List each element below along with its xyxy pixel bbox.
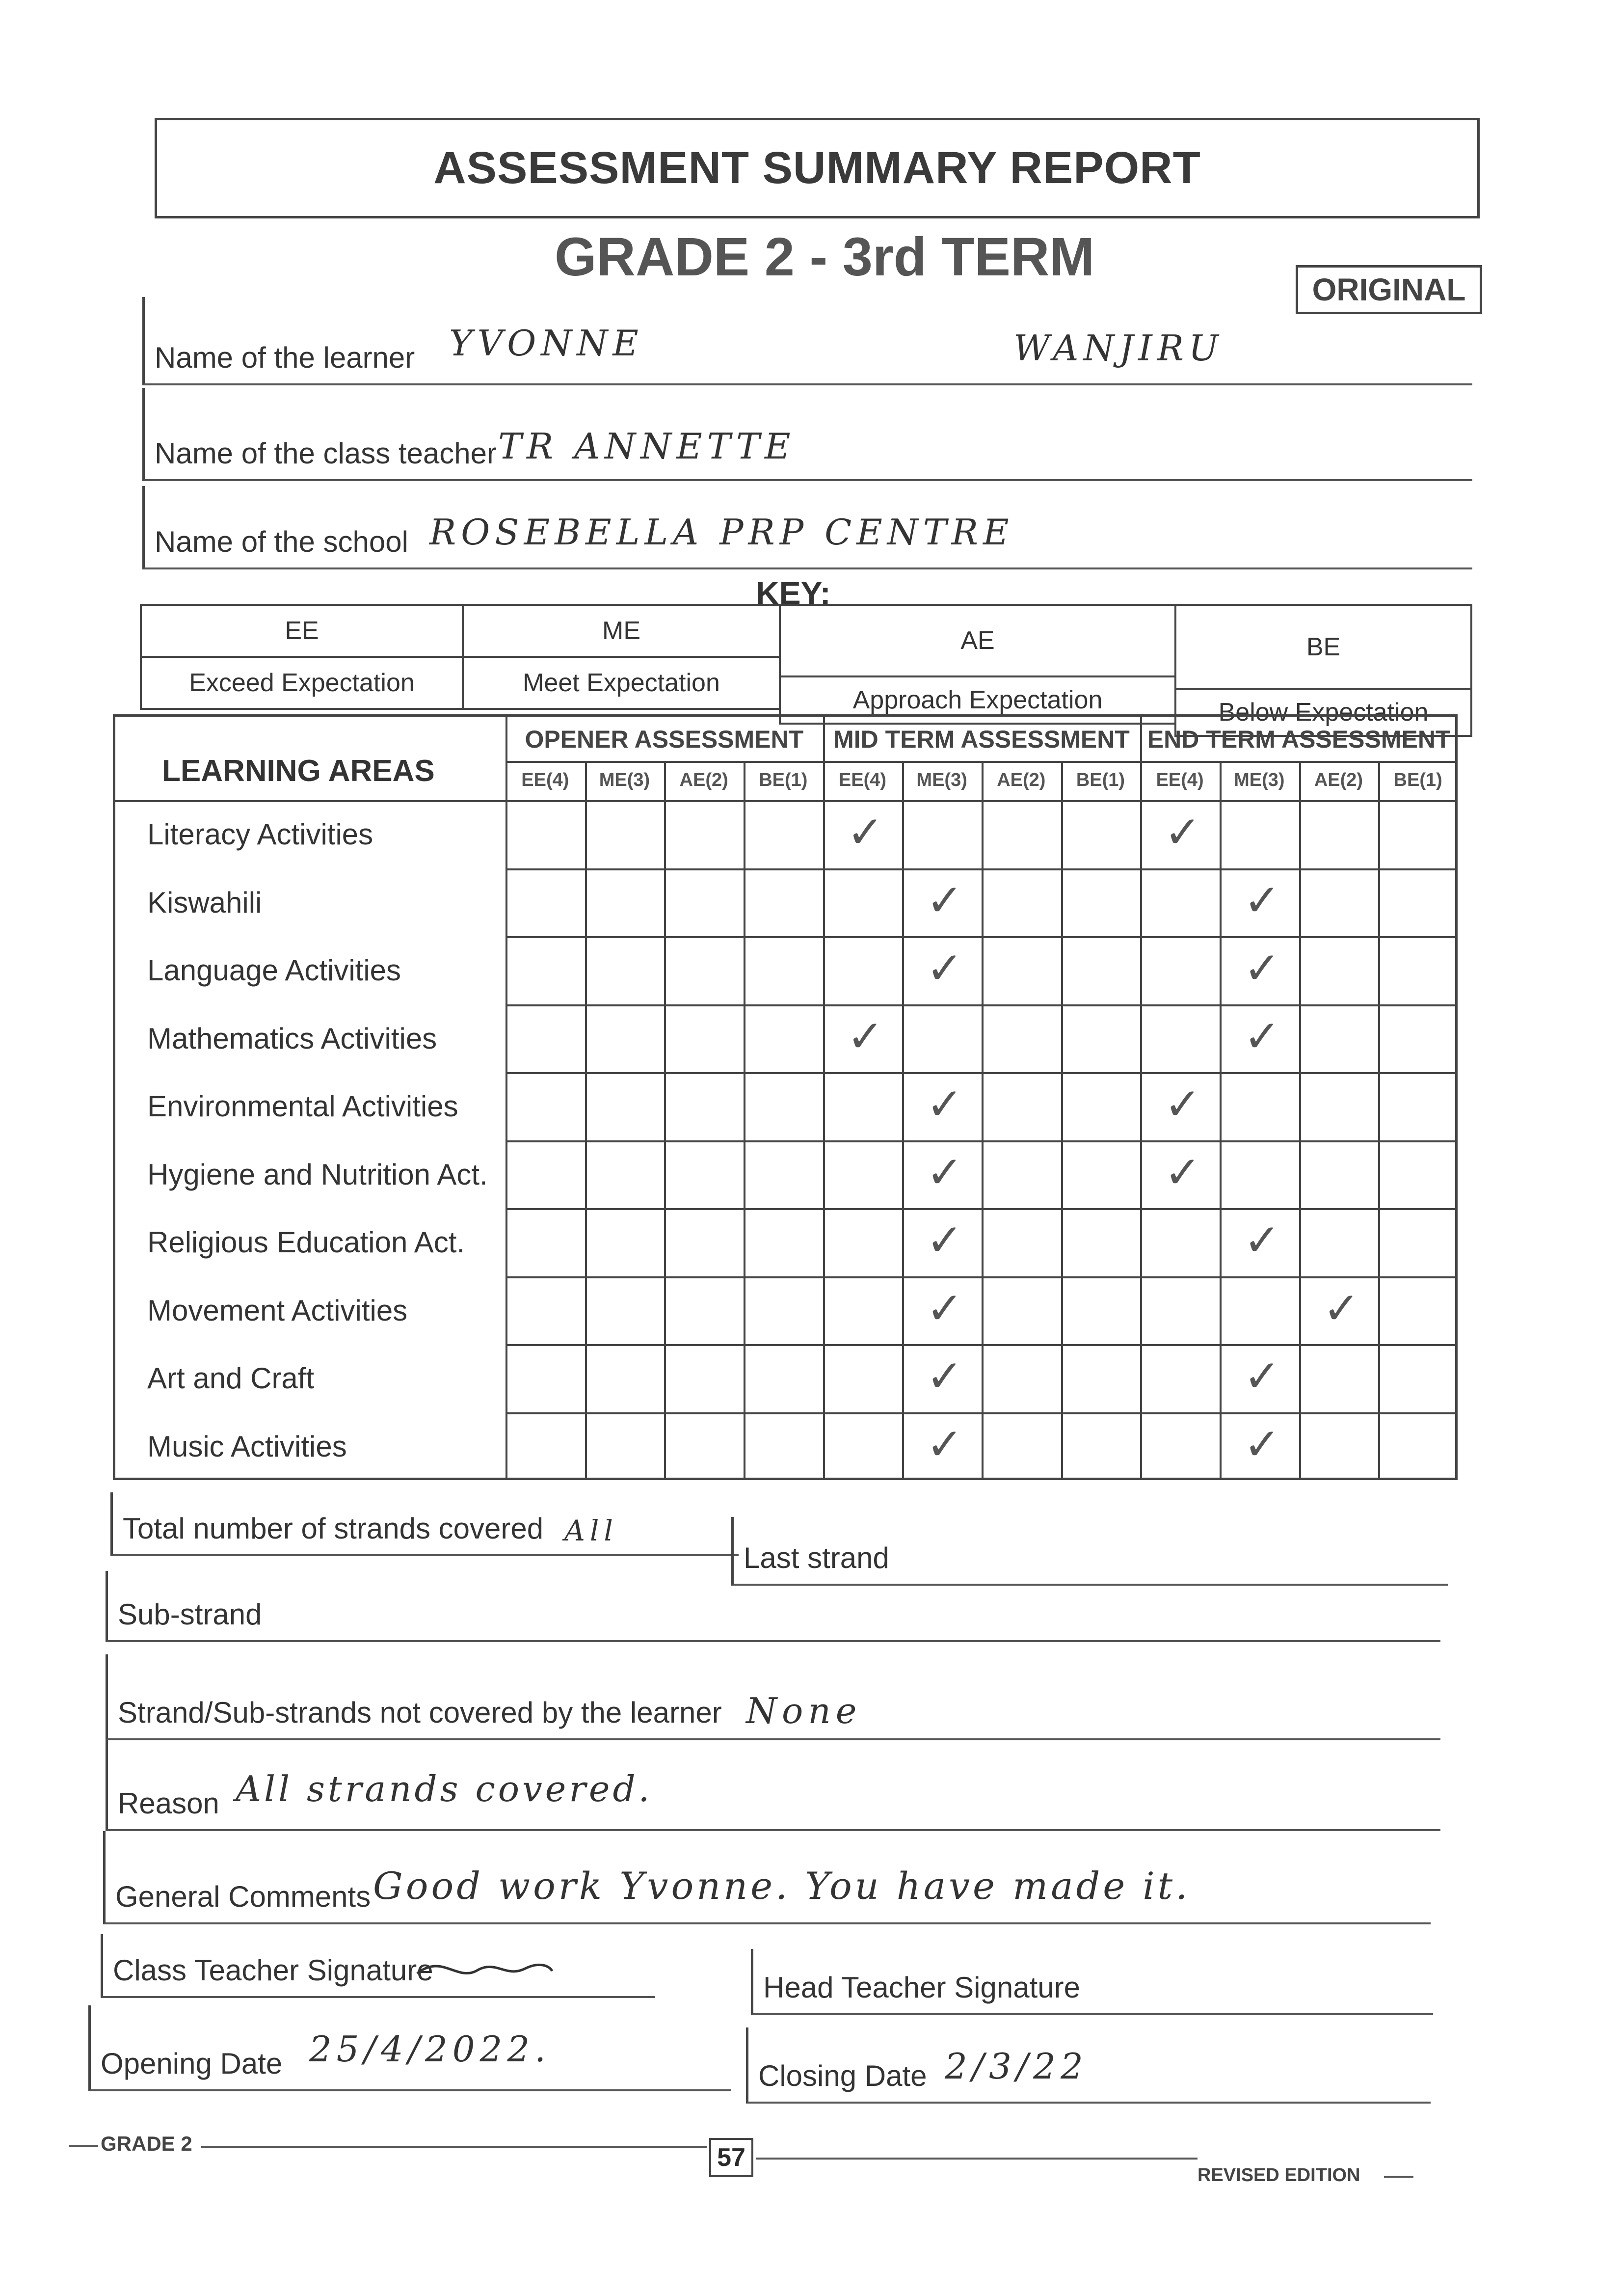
class-teacher-signature-mark xyxy=(412,1944,559,1988)
closing-date-label: Closing Date xyxy=(758,2059,927,2092)
assessment-tick: ✓ xyxy=(1243,1012,1281,1061)
row-divider xyxy=(506,1412,1458,1414)
page-number: 57 xyxy=(709,2138,753,2177)
assessment-tick: ✓ xyxy=(847,1012,884,1061)
key-ee-meaning: Exceed Expectation xyxy=(140,656,464,710)
learning-area-label: Art and Craft xyxy=(147,1362,315,1395)
school-name-label: Name of the school xyxy=(155,525,408,558)
level-header: BE(1) xyxy=(1076,770,1125,790)
reason-label: Reason xyxy=(118,1787,219,1820)
key-me-meaning: Meet Expectation xyxy=(462,656,781,710)
level-header: ME(3) xyxy=(916,770,967,790)
school-name-value: ROSEBELLA PRP CENTRE xyxy=(429,512,1014,553)
level-header: AE(2) xyxy=(679,770,728,790)
assessment-tick: ✓ xyxy=(1164,808,1201,858)
learning-area-label: Hygiene and Nutrition Act. xyxy=(147,1158,488,1191)
header-divider xyxy=(113,800,1458,802)
learning-area-label: Kiswahili xyxy=(147,886,262,919)
grade-term-title: GRADE 2 - 3rd TERM xyxy=(555,227,1095,287)
group-divider xyxy=(1140,714,1142,1480)
not-covered-field xyxy=(106,1654,1440,1740)
row-divider xyxy=(506,1276,1458,1278)
opening-date-label: Opening Date xyxy=(101,2047,283,2080)
learner-name-field xyxy=(142,297,1472,385)
strands-covered-field xyxy=(110,1492,739,1556)
learning-area-label: Environmental Activities xyxy=(147,1090,458,1123)
closing-date-value: 2/3/22 xyxy=(945,2046,1088,2087)
teacher-name-field xyxy=(142,388,1472,481)
report-title: ASSESSMENT SUMMARY REPORT xyxy=(155,118,1480,218)
level-header: EE(4) xyxy=(521,770,569,790)
assessment-tick: ✓ xyxy=(926,876,963,925)
level-header: AE(2) xyxy=(1314,770,1363,790)
learning-area-label: Mathematics Activities xyxy=(147,1022,437,1055)
key-title: KEY: xyxy=(756,575,831,611)
not-covered-label: Strand/Sub-strands not covered by the learner xyxy=(118,1696,722,1729)
class-teacher-signature-label: Class Teacher Signature xyxy=(113,1954,433,1987)
learning-area-label: Language Activities xyxy=(147,954,401,987)
substrand-field xyxy=(106,1571,1440,1642)
group-header: MID TERM ASSESSMENT xyxy=(833,726,1130,753)
row-divider xyxy=(506,1208,1458,1210)
assessment-tick: ✓ xyxy=(847,808,884,858)
assessment-tick: ✓ xyxy=(926,1284,963,1333)
substrand-label: Sub-strand xyxy=(118,1598,262,1631)
school-name-field xyxy=(142,486,1472,569)
key-ee-code: EE xyxy=(140,604,464,658)
assessment-tick: ✓ xyxy=(1243,1216,1281,1266)
key-be-meaning: Below Expectation xyxy=(1174,688,1472,737)
head-teacher-signature-label: Head Teacher Signature xyxy=(763,1971,1080,2004)
assessment-tick: ✓ xyxy=(1243,1420,1281,1469)
head-teacher-signature-field xyxy=(751,1949,1433,2015)
general-comments-field xyxy=(103,1831,1431,1924)
assessment-tick: ✓ xyxy=(926,1352,963,1402)
row-divider xyxy=(506,1140,1458,1142)
not-covered-value: None xyxy=(746,1690,862,1731)
footer-grade: GRADE 2 xyxy=(101,2132,192,2155)
reason-value: All strands covered. xyxy=(236,1768,653,1810)
assessment-tick: ✓ xyxy=(926,1420,963,1469)
row-divider xyxy=(506,1344,1458,1346)
row-divider xyxy=(506,868,1458,870)
assessment-tick: ✓ xyxy=(926,1216,963,1266)
level-header: BE(1) xyxy=(759,770,808,790)
general-comments-value: Good work Yvonne. You have made it. xyxy=(373,1864,1191,1908)
learning-areas-header: LEARNING AREAS xyxy=(162,754,435,788)
assessment-tick: ✓ xyxy=(1243,944,1281,994)
footer-rule-left xyxy=(201,2146,707,2148)
area-column-divider xyxy=(506,714,507,1480)
general-comments-label: General Comments xyxy=(115,1880,371,1913)
opening-date-field xyxy=(88,2005,731,2091)
assessment-tick: ✓ xyxy=(926,1080,963,1130)
group-divider xyxy=(823,714,825,1480)
teacher-name-label: Name of the class teacher xyxy=(155,437,497,470)
learning-area-label: Religious Education Act. xyxy=(147,1226,465,1259)
last-strand-label: Last strand xyxy=(744,1541,889,1574)
assessment-tick: ✓ xyxy=(926,944,963,994)
assessment-tick: ✓ xyxy=(1323,1284,1360,1333)
footer-rule-right-end xyxy=(1384,2176,1413,2178)
level-header: AE(2) xyxy=(997,770,1046,790)
learning-area-label: Music Activities xyxy=(147,1430,347,1463)
original-stamp: ORIGINAL xyxy=(1296,265,1482,314)
strands-covered-label: Total number of strands covered xyxy=(123,1512,544,1545)
reason-field xyxy=(106,1740,1440,1831)
strands-covered-value: All xyxy=(564,1514,618,1547)
footer-rule-left-start xyxy=(69,2145,98,2147)
group-header-divider xyxy=(506,761,1458,763)
learning-area-label: Movement Activities xyxy=(147,1294,408,1327)
key-ae-meaning: Approach Expectation xyxy=(779,675,1176,725)
assessment-tick: ✓ xyxy=(1164,1148,1201,1197)
assessment-tick: ✓ xyxy=(926,1148,963,1197)
group-header: OPENER ASSESSMENT xyxy=(525,726,804,753)
level-header: EE(4) xyxy=(1156,770,1204,790)
assessment-tick: ✓ xyxy=(1164,1080,1201,1130)
level-header: BE(1) xyxy=(1393,770,1442,790)
footer-revised-edition: REVISED EDITION xyxy=(1197,2165,1360,2186)
group-header: END TERM ASSESSMENT xyxy=(1147,726,1451,753)
footer-rule-right xyxy=(756,2158,1197,2160)
level-header: EE(4) xyxy=(838,770,887,790)
key-me-code: ME xyxy=(462,604,781,658)
learning-area-label: Literacy Activities xyxy=(147,818,373,851)
row-divider xyxy=(506,936,1458,938)
row-divider xyxy=(506,1072,1458,1074)
key-ae-code: AE xyxy=(779,604,1176,677)
assessment-table xyxy=(113,714,1458,1480)
class-teacher-signature-field xyxy=(101,1934,655,1998)
opening-date-value: 25/4/2022. xyxy=(309,2028,551,2070)
key-be-code: BE xyxy=(1174,604,1472,690)
assessment-tick: ✓ xyxy=(1243,876,1281,925)
closing-date-field xyxy=(746,2027,1431,2104)
level-header: ME(3) xyxy=(1234,770,1285,790)
row-divider xyxy=(506,1004,1458,1006)
level-header: ME(3) xyxy=(599,770,650,790)
learner-first-name: YVONNE xyxy=(449,323,643,364)
teacher-name-value: TR ANNETTE xyxy=(498,426,796,467)
learner-name-label: Name of the learner xyxy=(155,341,415,374)
assessment-tick: ✓ xyxy=(1243,1352,1281,1402)
learner-last-name: WANJIRU xyxy=(1013,327,1224,369)
